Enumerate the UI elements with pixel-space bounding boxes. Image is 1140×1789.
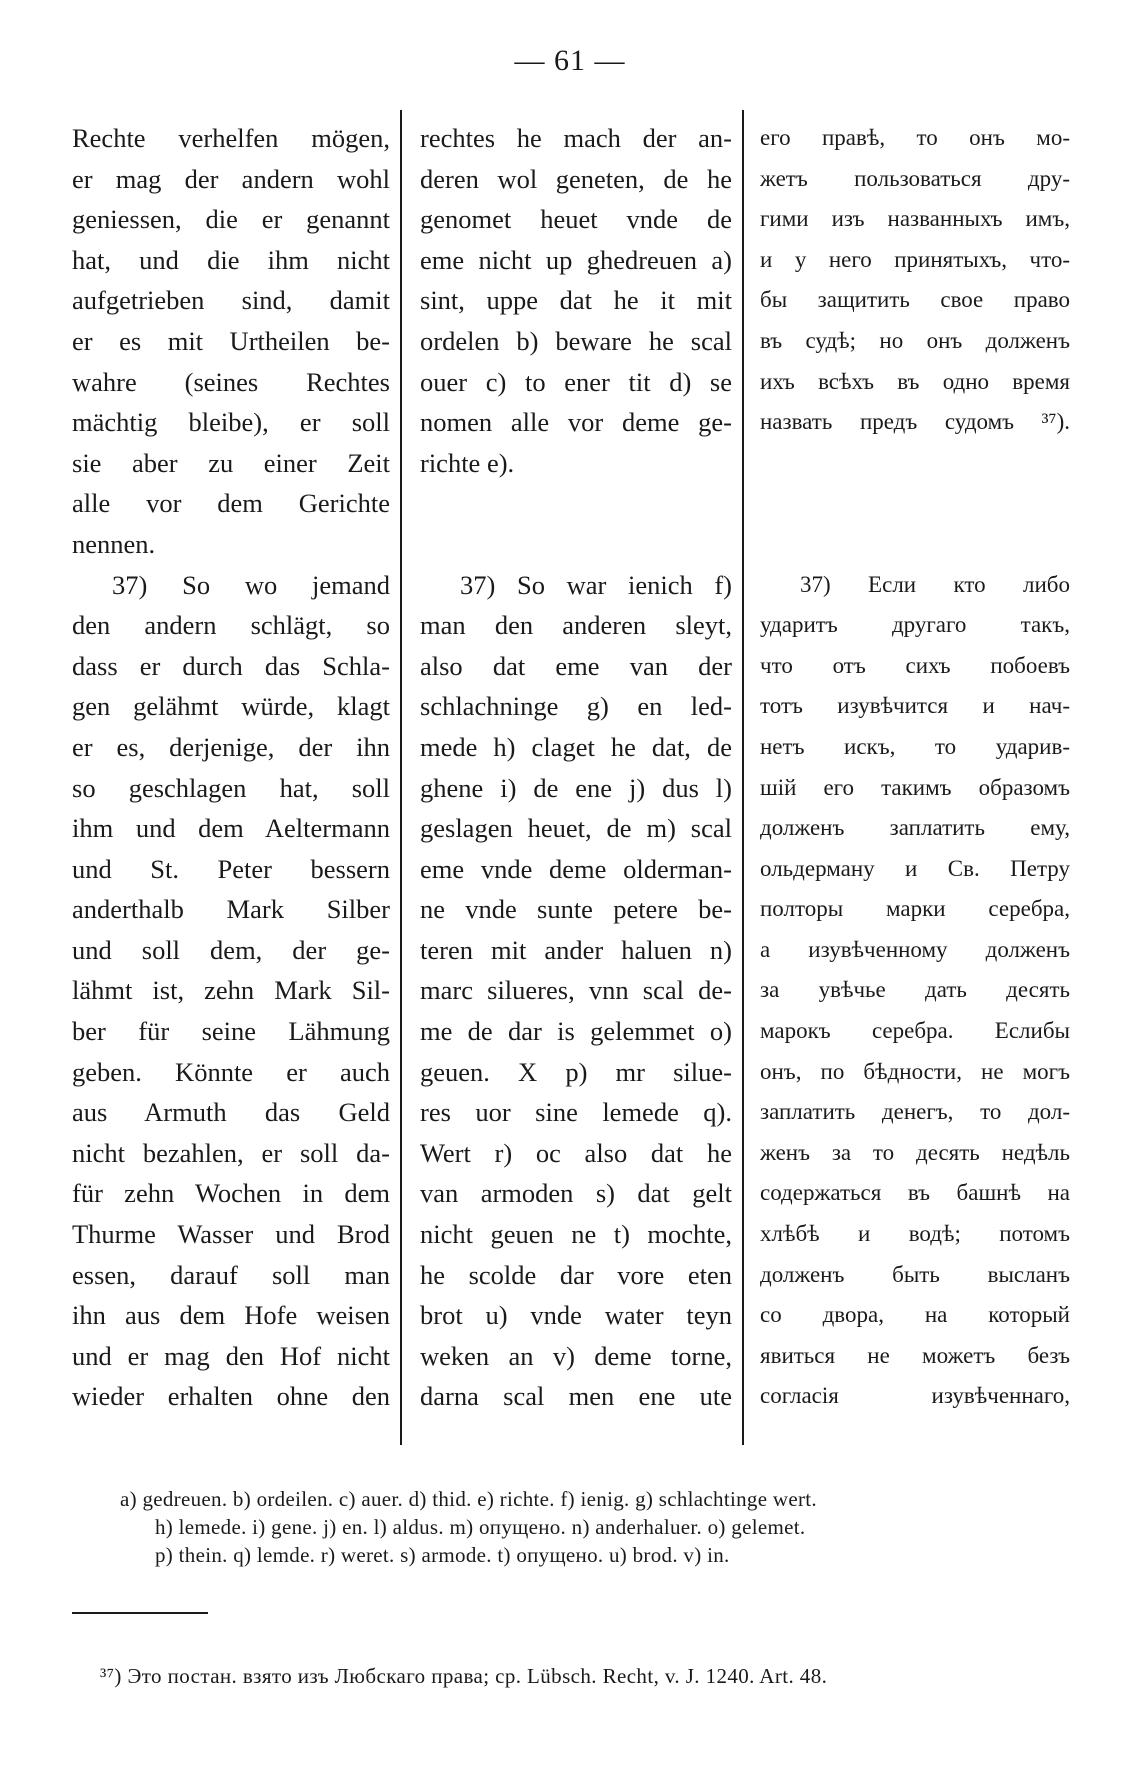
text-line: бы защитить свое право (760, 287, 1070, 313)
text-line: essen, darauf soll man (72, 1259, 390, 1290)
text-line: назвать предъ судомъ ³⁷). (760, 409, 1070, 435)
text-line: lähmt ist, zehn Mark Sil- (72, 975, 390, 1006)
text-line: sie aber zu einer Zeit (72, 447, 390, 478)
text-line: man den anderen sleyt, (420, 610, 732, 641)
text-line: genomet heuet vnde de (420, 204, 732, 235)
low-german-column (420, 118, 732, 1417)
text-line: ударитъ другаго такъ, (760, 612, 1070, 638)
text-line: geniessen, die er genannt (72, 204, 390, 235)
text-line: содержаться въ башнѣ на (760, 1180, 1070, 1206)
text-line: sint, uppe dat he it mit (420, 285, 732, 316)
text-line: teren mit ander haluen n) (420, 934, 732, 965)
text-line: и у него принятыхъ, что- (760, 246, 1070, 272)
text-line: марокъ серебра. Еслибы (760, 1018, 1070, 1044)
text-line: geuen. X p) mr silue- (420, 1056, 732, 1087)
text-line: und St. Peter bessern (72, 853, 390, 884)
text-line: hat, und die ihm nicht (72, 244, 390, 275)
text-line: долженъ заплатить ему, (760, 815, 1070, 841)
text-line: ольдерману и Св. Петру (760, 855, 1070, 881)
text-line: гими изъ названныхъ имъ, (760, 206, 1070, 232)
text-line: und er mag den Hof nicht (72, 1340, 390, 1371)
text-line: согласія изувѣченнаго, (760, 1383, 1070, 1409)
text-line: 37) So wo jemand (112, 569, 390, 600)
text-line: mede h) claget he dat, de (420, 731, 732, 762)
text-line: geslagen heuet, de m) scal (420, 813, 732, 844)
text-line: deren wol geneten, de he (420, 163, 732, 194)
text-line: Wert r) oc also dat he (420, 1137, 732, 1168)
text-line: alle vor dem Gerichte (72, 488, 390, 519)
text-line: schlachninge g) en led- (420, 691, 732, 722)
text-line: что отъ сихъ побоевъ (760, 652, 1070, 678)
text-line: ne vnde sunte petere be- (420, 894, 732, 925)
text-line: долженъ быть высланъ (760, 1261, 1070, 1287)
text-line: geben. Könnte er auch (72, 1056, 390, 1087)
text-line: онъ, по бѣдности, не могъ (760, 1058, 1070, 1084)
text-line: er mag der andern wohl (72, 163, 390, 194)
text-line: er es mit Urtheilen be- (72, 325, 390, 356)
text-line: 37) So war ienich f) (460, 569, 732, 600)
text-line: eme vnde deme olderman- (420, 853, 732, 884)
variant-note-line: a) gedreuen. b) ordeilen. c) auer. d) thid. e) richte. f) ienig. g) schlachtinge wert. (120, 1487, 817, 1511)
text-line: brot u) vnde water teyn (420, 1300, 732, 1331)
text-line: ghene i) de ene j) dus l) (420, 772, 732, 803)
text-line: Rechte verhelfen mögen, (72, 123, 390, 153)
text-line: жетъ пользоваться дру- (760, 165, 1070, 191)
text-line: rechtes he mach der an- (420, 123, 732, 153)
text-line: wieder erhalten ohne den (72, 1381, 390, 1412)
text-line: за увѣчье дать десять (760, 977, 1070, 1003)
variant-notes (120, 1485, 1100, 1569)
text-line: хлѣбѣ и водѣ; потомъ (760, 1221, 1070, 1247)
text-line: eme nicht up ghedreuen a) (420, 244, 732, 275)
column-divider (400, 110, 402, 1445)
text-line: den andern schlägt, so (72, 610, 390, 641)
variant-note-line: h) lemede. i) gene. j) en. l) aldus. m) опущено. n) anderhaluer. o) gelemet. (155, 1515, 806, 1539)
text-line: für zehn Wochen in dem (72, 1178, 390, 1209)
text-line: ihn aus dem Hofe weisen (72, 1300, 390, 1331)
text-line: его правѣ, то онъ мо- (760, 125, 1070, 150)
column-divider (742, 110, 744, 1445)
text-line: und soll dem, der ge- (72, 934, 390, 965)
text-line: he scolde dar vore eten (420, 1259, 732, 1290)
footnote-separator (72, 1612, 208, 1614)
text-line: nomen alle vor deme ge- (420, 407, 732, 438)
text-line: richte e). (420, 447, 515, 478)
text-line: тотъ изувѣчится и нач- (760, 693, 1070, 719)
text-line: dass er durch das Schla- (72, 650, 390, 681)
text-line: со двора, на который (760, 1302, 1070, 1328)
text-line: so geschlagen hat, soll (72, 772, 390, 803)
text-line: van armoden s) dat gelt (420, 1178, 732, 1209)
text-line: ouer c) to ener tit d) se (420, 366, 732, 397)
text-line: wahre (seines Rechtes (72, 366, 390, 397)
text-line: женъ за то десять недѣль (760, 1139, 1070, 1165)
text-line: 37) Если кто либо (800, 571, 1070, 597)
text-line: me de dar is gelemmet o) (420, 1016, 732, 1047)
text-line: ber für seine Lähmung (72, 1016, 390, 1047)
text-line: nicht geuen ne t) mochte, (420, 1219, 732, 1250)
text-line: darna scal men ene ute (420, 1381, 732, 1412)
text-line: anderthalb Mark Silber (72, 894, 390, 925)
text-line: явиться не можетъ безъ (760, 1342, 1070, 1368)
text-line: res uor sine lemede q). (420, 1097, 732, 1128)
text-line: marc silueres, vnn scal de- (420, 975, 732, 1006)
text-line: nennen. (72, 528, 156, 559)
text-line: nicht bezahlen, er soll da- (72, 1137, 390, 1168)
text-line: въ судѣ; но онъ долженъ (760, 327, 1070, 353)
text-line: er es, derjenige, der ihn (72, 731, 390, 762)
text-line: а изувѣченному долженъ (760, 936, 1070, 962)
text-line: aus Armuth das Geld (72, 1097, 390, 1128)
footnote: ³⁷) Это постан. взято изъ Любскаго права; ср. Lübsch. Recht, v. J. 1240. Art. 48. (100, 1664, 828, 1688)
text-line: aufgetrieben sind, damit (72, 285, 390, 316)
text-line: weken an v) deme torne, (420, 1340, 732, 1371)
page-number: — 61 — (514, 44, 626, 77)
text-line: ihm und dem Aeltermann (72, 813, 390, 844)
text-line: ordelen b) beware he scal (420, 325, 732, 356)
russian-column (760, 118, 1070, 1417)
text-line: нетъ искъ, то ударив- (760, 733, 1070, 759)
text-line: gen gelähmt würde, klagt (72, 691, 390, 722)
german-column (72, 118, 390, 1417)
text-line: шій его такимъ образомъ (760, 774, 1070, 800)
text-line: mächtig bleibe), er soll (72, 407, 390, 438)
text-line: заплатить денегъ, то дол- (760, 1099, 1070, 1125)
text-line: Thurme Wasser und Brod (72, 1219, 390, 1250)
text-line: полторы марки серебра, (760, 896, 1070, 922)
variant-note-line: p) thein. q) lemde. r) weret. s) armode. t) опущено. u) brod. v) in. (155, 1543, 730, 1567)
text-line: ихъ всѣхъ въ одно время (760, 368, 1070, 394)
text-line: also dat eme van der (420, 650, 732, 681)
